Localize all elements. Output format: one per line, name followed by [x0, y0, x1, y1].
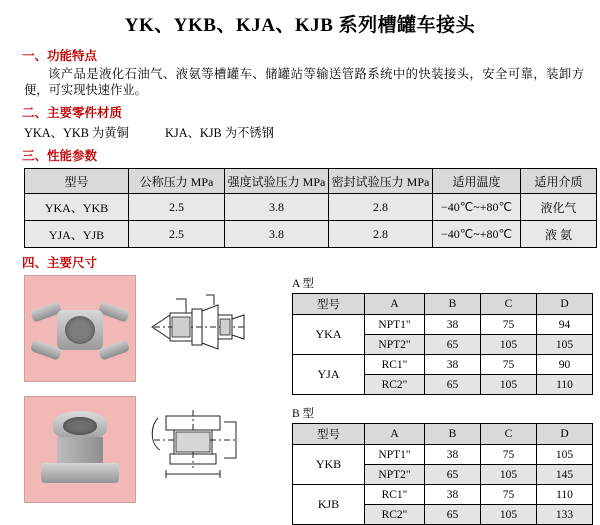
- section-heading-performance: 三、性能参数: [22, 149, 98, 163]
- dim-a-cell: NPT1": [365, 315, 425, 335]
- table-row: [25, 221, 597, 248]
- perf-cell: 2.8: [329, 194, 433, 221]
- table-row: [293, 355, 593, 375]
- illustration-row-a: [24, 275, 258, 382]
- dim-b-header-cell: B: [425, 424, 481, 445]
- illustration-row-b: [24, 382, 258, 503]
- table-header-row: [293, 424, 593, 445]
- dim-b-cell: 105: [481, 505, 537, 525]
- dim-b-cell: 133: [537, 505, 593, 525]
- dim-a-cell: 105: [537, 335, 593, 355]
- features-paragraph: 该产品是液化石油气、液氨等槽罐车、储罐站等输送管路系统中的快装接头，安全可靠，装卸方便，可实现快速作业。: [24, 67, 584, 97]
- table-row: [293, 315, 593, 335]
- perf-header-cell: 适用介质: [521, 169, 597, 194]
- perf-cell: 2.8: [329, 221, 433, 248]
- table-row: [293, 445, 593, 465]
- dimension-table-b-block: [292, 405, 594, 525]
- coupling-photo-illustration: [31, 300, 129, 358]
- cad-drawing-b-svg: [140, 396, 258, 501]
- product-photo-b: [24, 396, 136, 503]
- dim-a-cell: NPT2": [365, 335, 425, 355]
- materials-line: [24, 123, 600, 141]
- dim-a-cell: 75: [481, 315, 537, 335]
- dim-a-cell: 65: [425, 375, 481, 395]
- perf-cell: YKA、YKB: [25, 194, 129, 221]
- dim-b-header-cell: A: [365, 424, 425, 445]
- material-brass: YKA、YKB 为黄铜: [24, 126, 129, 140]
- dim-a-cell: RC1": [365, 355, 425, 375]
- dim-a-header-cell: A: [365, 294, 425, 315]
- dimension-table-a: [292, 293, 593, 395]
- dim-b-cell: 110: [537, 485, 593, 505]
- type-b-label: B 型: [292, 408, 315, 420]
- dim-b-cell: NPT1": [365, 445, 425, 465]
- perf-cell: 液 氨: [521, 221, 597, 248]
- performance-table: [24, 168, 597, 248]
- dim-a-cell: RC2": [365, 375, 425, 395]
- dim-a-cell: 105: [481, 335, 537, 355]
- dim-a-cell: 38: [425, 355, 481, 375]
- dim-b-cell: 38: [425, 445, 481, 465]
- dim-b-cell: 38: [425, 485, 481, 505]
- dim-b-cell: 75: [481, 485, 537, 505]
- dim-b-cell: 145: [537, 465, 593, 485]
- table-header-row: [25, 169, 597, 194]
- dim-b-cell: 105: [537, 445, 593, 465]
- dimension-table-a-block: [292, 275, 594, 395]
- perf-header-cell: 适用温度: [433, 169, 521, 194]
- dim-a-header-cell: 型号: [293, 294, 365, 315]
- material-stainless: KJA、KJB 为不锈钢: [165, 126, 275, 140]
- dim-b-header-cell: C: [481, 424, 537, 445]
- dim-a-model-cell: YJA: [293, 355, 365, 395]
- dim-b-model-cell: KJB: [293, 485, 365, 525]
- perf-cell: −40℃~+80℃: [433, 194, 521, 221]
- page-title: YK、YKB、KJA、KJB 系列槽罐车接头: [124, 15, 476, 36]
- cad-drawing-a: [140, 275, 258, 380]
- dim-b-cell: RC1": [365, 485, 425, 505]
- table-row: [25, 194, 597, 221]
- perf-cell: YJA、YJB: [25, 221, 129, 248]
- dim-b-cell: 65: [425, 465, 481, 485]
- perf-header-cell: 公称压力 MPa: [129, 169, 225, 194]
- dim-a-header-cell: B: [425, 294, 481, 315]
- perf-header-cell: 强度试验压力 MPa: [225, 169, 329, 194]
- dim-a-cell: 90: [537, 355, 593, 375]
- perf-cell: 液化气: [521, 194, 597, 221]
- dim-b-cell: 65: [425, 505, 481, 525]
- dim-a-header-cell: C: [481, 294, 537, 315]
- section-heading-dimensions: 四、主要尺寸: [22, 256, 98, 270]
- dim-a-cell: 110: [537, 375, 593, 395]
- dim-a-model-cell: YKA: [293, 315, 365, 355]
- table-row: [293, 485, 593, 505]
- cad-drawing-b: [140, 396, 258, 501]
- dim-b-cell: 105: [481, 465, 537, 485]
- dim-b-cell: RC2": [365, 505, 425, 525]
- dim-a-cell: 38: [425, 315, 481, 335]
- dim-a-header-cell: D: [537, 294, 593, 315]
- perf-cell: 3.8: [225, 221, 329, 248]
- section-heading-features: 一、功能特点: [22, 49, 98, 63]
- perf-cell: 2.5: [129, 194, 225, 221]
- dim-b-model-cell: YKB: [293, 445, 365, 485]
- perf-cell: −40℃~+80℃: [433, 221, 521, 248]
- illustration-column: [24, 275, 258, 503]
- dim-b-header-cell: D: [537, 424, 593, 445]
- perf-header-cell: 密封试验压力 MPa: [329, 169, 433, 194]
- section-heading-materials: 二、主要零件材质: [22, 106, 123, 120]
- dimension-table-b: [292, 423, 593, 525]
- dim-b-header-cell: 型号: [293, 424, 365, 445]
- table-header-row: [293, 294, 593, 315]
- flanged-coupling-photo-illustration: [39, 411, 121, 489]
- dim-b-cell: 75: [481, 445, 537, 465]
- perf-cell: 3.8: [225, 194, 329, 221]
- dim-b-cell: NPT2": [365, 465, 425, 485]
- dim-a-cell: 105: [481, 375, 537, 395]
- perf-cell: 2.5: [129, 221, 225, 248]
- type-a-label: A 型: [292, 278, 315, 290]
- dim-a-cell: 65: [425, 335, 481, 355]
- perf-header-cell: 型号: [25, 169, 129, 194]
- product-photo-a: [24, 275, 136, 382]
- cad-drawing-a-svg: [140, 275, 258, 380]
- dim-a-cell: 75: [481, 355, 537, 375]
- dim-a-cell: 94: [537, 315, 593, 335]
